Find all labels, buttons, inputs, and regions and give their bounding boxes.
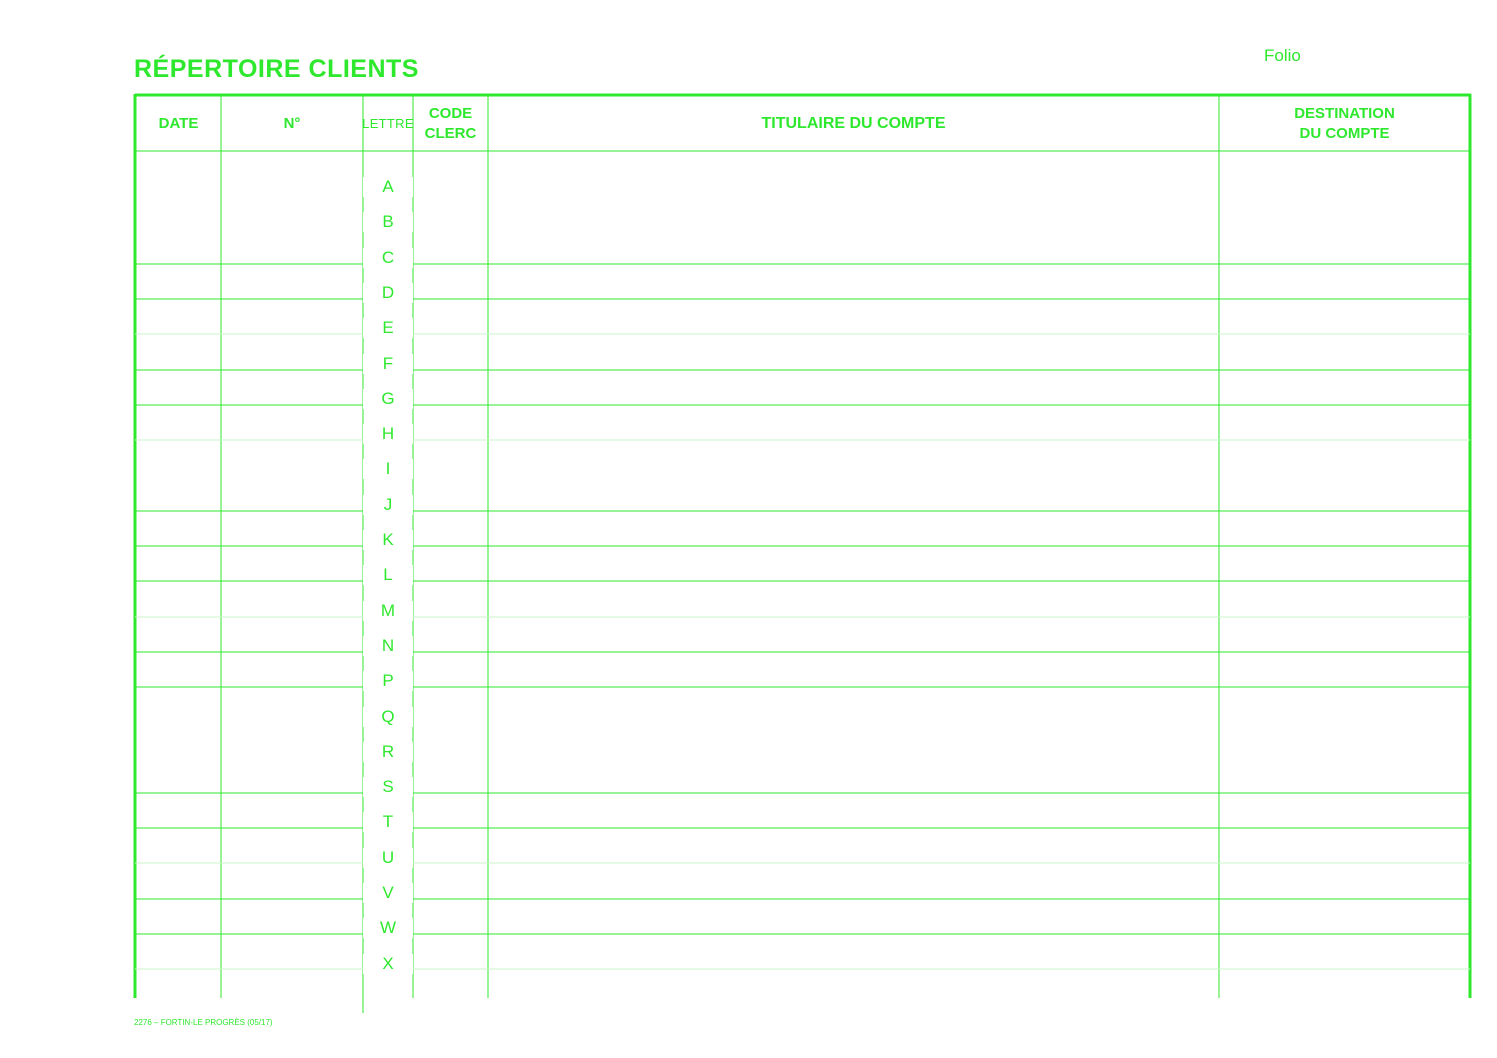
destination-header-line2: DU COMPTE [1299, 125, 1390, 142]
index-letter: S [363, 777, 413, 797]
footer-reference: 2276 – FORTIN-LE PROGRÈS (05/17) [134, 1018, 273, 1027]
clerk-code-header-line2: CLERC [424, 125, 477, 142]
number-header-label: N° [283, 115, 301, 132]
index-letter: K [363, 530, 413, 550]
index-letter: I [363, 459, 413, 479]
index-letter: X [363, 954, 413, 974]
index-letter: P [363, 671, 413, 691]
column-header-number [221, 98, 363, 150]
index-letter: R [363, 742, 413, 762]
column-header-account-destination [1219, 98, 1470, 150]
index-letter: V [363, 883, 413, 903]
date-header-label: DATE [158, 115, 199, 132]
index-letter: C [363, 248, 413, 268]
destination-header-line1: DESTINATION [1294, 105, 1395, 122]
index-letter: E [363, 318, 413, 338]
index-letter: U [363, 848, 413, 868]
letter-header-label: LETTRE [362, 116, 414, 131]
column-header-clerk-code [413, 98, 488, 150]
clerk-code-header-line1: CODE [428, 105, 473, 122]
index-letter: L [363, 565, 413, 585]
index-letter: N [363, 636, 413, 656]
column-header-date [136, 98, 221, 150]
index-letter: Q [363, 707, 413, 727]
index-letter: H [363, 424, 413, 444]
index-letter: W [363, 918, 413, 938]
index-letter: M [363, 601, 413, 621]
index-letter: G [363, 389, 413, 409]
column-header-letter [363, 98, 413, 150]
index-letter: T [363, 812, 413, 832]
index-letter: A [363, 177, 413, 197]
page-title: RÉPERTOIRE CLIENTS [134, 55, 419, 83]
account-holder-header-label: TITULAIRE DU COMPTE [761, 115, 946, 132]
column-header-account-holder [488, 98, 1219, 150]
index-letter: F [363, 354, 413, 374]
index-letter: D [363, 283, 413, 303]
folio-label: Folio [1264, 46, 1301, 65]
index-letter: J [363, 495, 413, 515]
index-letter: B [363, 212, 413, 232]
